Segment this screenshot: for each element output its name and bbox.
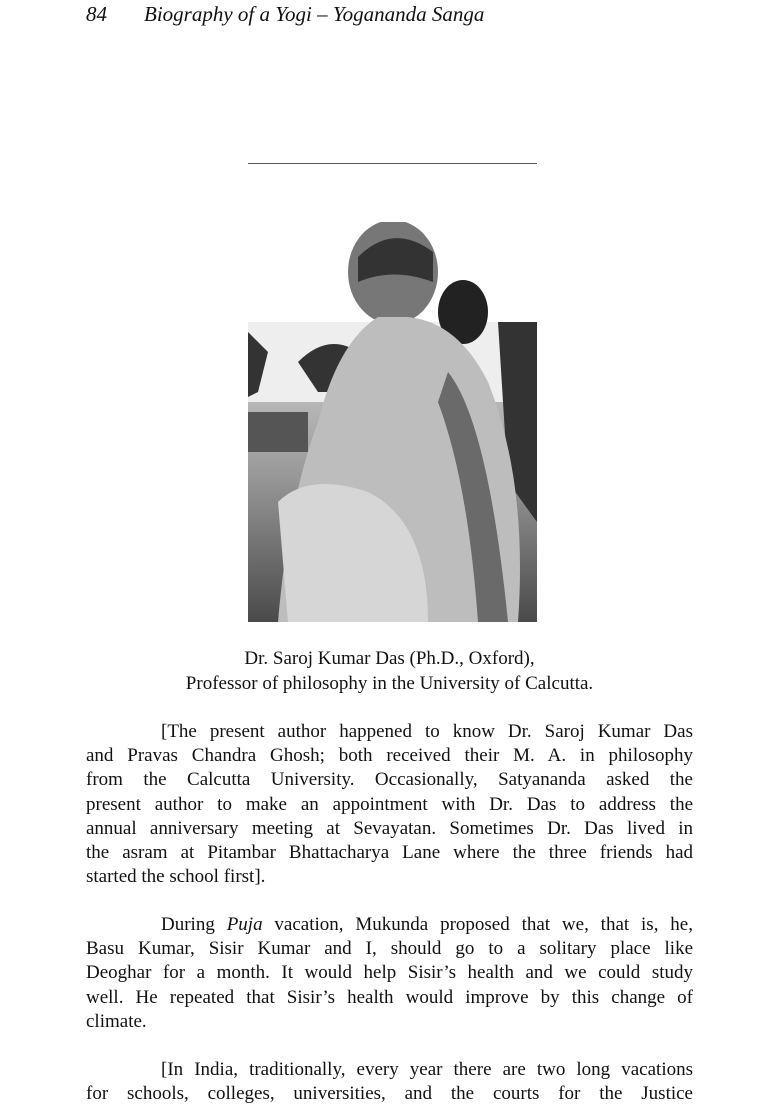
portrait-photo (248, 222, 537, 622)
paragraph (86, 913, 693, 1034)
text-line: During Puja vacation, Mukunda proposed that we, that is, he, (161, 914, 693, 935)
text-line: started the school first]. (86, 866, 266, 888)
caption-line: Professor of philosophy in the University of Calcutta. (185, 673, 594, 694)
paragraph (86, 1058, 693, 1106)
text-line: the asram at Pitambar Bhattacharya Lane where the three friends had (86, 842, 693, 864)
text-line: from the Calcutta University. Occasionally, Satyananda asked the (86, 769, 693, 791)
divider-rule (248, 163, 537, 164)
caption-line: Dr. Saroj Kumar Das (Ph.D., Oxford), (244, 648, 535, 669)
paragraph (86, 720, 693, 889)
text-line: Deoghar for a month. It would help Sisir’s health and we could study (86, 962, 693, 984)
text-line: for schools, colleges, universities, and the courts for the Justice (86, 1083, 693, 1105)
text-line: [In India, traditionally, every year there are two long vacations (161, 1059, 693, 1080)
photo-caption (86, 646, 693, 696)
text-line: and Pravas Chandra Ghosh; both received their M. A. in philosophy (86, 745, 693, 767)
text-line: climate. (86, 1010, 147, 1032)
page-number: 84 (86, 2, 107, 26)
running-header (86, 0, 484, 28)
text-line: well. He repeated that Sisir’s health would improve by this change of (86, 986, 693, 1008)
text-line: [The present author happened to know Dr. Saroj Kumar Das (161, 721, 693, 742)
text-line: Basu Kumar, Sisir Kumar and I, should go to a solitary place like (86, 938, 693, 960)
running-title: Biography of a Yogi – Yogananda Sanga (144, 2, 485, 26)
text-line: annual anniversary meeting at Sevayatan. Sometimes Dr. Das lived in (86, 817, 693, 839)
italic-term: Puja (226, 914, 263, 935)
text-line: present author to make an appointment with Dr. Das to address the (86, 793, 693, 815)
